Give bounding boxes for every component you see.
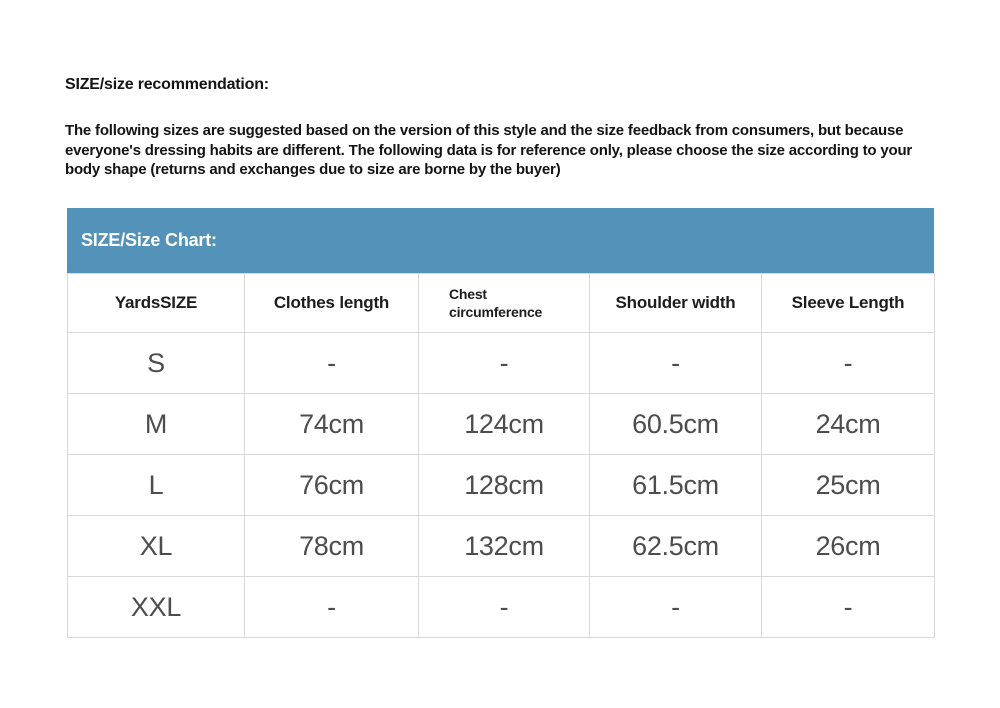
value-cell: 26cm	[762, 516, 935, 577]
value-cell: 60.5cm	[590, 394, 762, 455]
value-cell: 25cm	[762, 455, 935, 516]
size-cell: L	[68, 455, 245, 516]
value-cell: -	[245, 333, 419, 394]
size-cell: S	[68, 333, 245, 394]
size-cell: XXL	[68, 577, 245, 638]
value-cell: -	[245, 577, 419, 638]
size-chart-table	[67, 273, 935, 638]
column-header-chest-circumference	[419, 274, 590, 333]
value-cell: 74cm	[245, 394, 419, 455]
header-row	[68, 274, 935, 333]
value-cell: -	[762, 333, 935, 394]
table-row-s	[68, 333, 935, 394]
column-header-size: YardsSIZE	[68, 274, 245, 333]
value-cell: -	[590, 577, 762, 638]
value-cell: 76cm	[245, 455, 419, 516]
value-cell: 124cm	[419, 394, 590, 455]
value-cell: 61.5cm	[590, 455, 762, 516]
value-cell: -	[419, 333, 590, 394]
value-cell: 128cm	[419, 455, 590, 516]
value-cell: 78cm	[245, 516, 419, 577]
size-cell: M	[68, 394, 245, 455]
value-cell: -	[590, 333, 762, 394]
table-row-l	[68, 455, 935, 516]
size-chart-title-bar	[67, 208, 934, 273]
value-cell: -	[762, 577, 935, 638]
size-note-paragraph: The following sizes are suggested based on the version of this style and the size feedback from consumers, but because everyone's dressing habits are different. The following data is for reference only, please choose the size according to your body shape (returns and exchanges due to size are borne by the buyer)	[65, 122, 913, 178]
table-row-m	[68, 394, 935, 455]
column-header-clothes-length: Clothes length	[245, 274, 419, 333]
table-row-xxl	[68, 577, 935, 638]
value-cell: -	[419, 577, 590, 638]
table-row-xl	[68, 516, 935, 577]
value-cell: 62.5cm	[590, 516, 762, 577]
column-header-sleeve-length: Sleeve Length	[762, 274, 935, 333]
value-cell: 24cm	[762, 394, 935, 455]
value-cell: 132cm	[419, 516, 590, 577]
column-header-chest-circumference-label: Chest circumference	[449, 286, 543, 320]
column-header-shoulder-width: Shoulder width	[590, 274, 762, 333]
section-heading: SIZE/size recommendation:	[65, 76, 269, 93]
size-cell: XL	[68, 516, 245, 577]
size-chart-title: SIZE/Size Chart:	[81, 230, 217, 250]
